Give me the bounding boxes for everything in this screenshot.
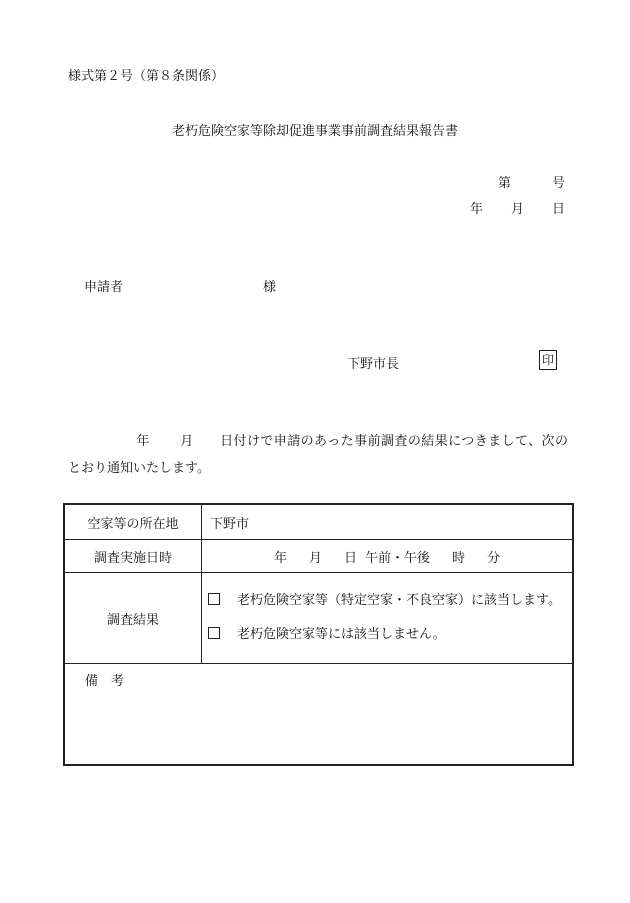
datetime-month: 月 <box>308 550 322 566</box>
date-year: 年 <box>470 202 484 217</box>
number-suffix: 号 <box>552 176 566 191</box>
datetime-year: 年 <box>273 550 287 566</box>
location-value: 下野市 <box>210 516 250 532</box>
issuer-title: 下野市長 <box>347 357 400 372</box>
table-row <box>64 664 573 766</box>
result-label: 調査結果 <box>64 573 202 664</box>
checkbox-icon[interactable] <box>208 627 220 639</box>
applicant-label: 申請者 <box>84 280 124 295</box>
datetime-minute: 分 <box>487 550 501 566</box>
table-row <box>64 504 573 540</box>
body-year: 年 <box>136 434 150 449</box>
datetime-day: 日 <box>343 550 357 566</box>
remarks-cell <box>64 664 573 766</box>
honorific: 様 <box>263 280 277 295</box>
option-label: 老朽危険空家等（特定空家・不良空家）に該当します。 <box>237 593 561 608</box>
datetime-ampm: 午前・午後 <box>365 550 431 566</box>
date-day: 日 <box>552 202 566 217</box>
document-date <box>470 198 565 217</box>
form-number: 様式第２号（第８条関係） <box>68 69 225 84</box>
result-option-applicable[interactable] <box>202 584 572 618</box>
result-options <box>202 573 574 664</box>
datetime-label: 調査実施日時 <box>64 540 202 573</box>
document-number <box>498 172 565 191</box>
datetime-value <box>202 540 574 573</box>
table-row <box>64 573 573 664</box>
location-label: 空家等の所在地 <box>64 504 202 540</box>
seal-mark: 印 <box>539 350 557 370</box>
notice-body <box>68 428 568 482</box>
document-title: 老朽危険空家等除却促進事業事前調査結果報告書 <box>171 124 458 139</box>
body-text: 日付けで申請のあった事前調査の結果につきまして、次のとおり通知いたします。 <box>68 434 568 476</box>
date-month: 月 <box>511 202 525 217</box>
result-option-not-applicable[interactable] <box>202 618 572 652</box>
body-month: 月 <box>179 434 194 449</box>
result-table <box>63 503 574 766</box>
remarks-label: 備 考 <box>85 674 125 689</box>
number-prefix: 第 <box>498 176 512 191</box>
checkbox-icon[interactable] <box>208 593 220 605</box>
option-label: 老朽危険空家等には該当しません。 <box>237 627 446 642</box>
table-row <box>64 540 573 573</box>
location-cell <box>202 504 574 540</box>
datetime-hour: 時 <box>452 550 466 566</box>
